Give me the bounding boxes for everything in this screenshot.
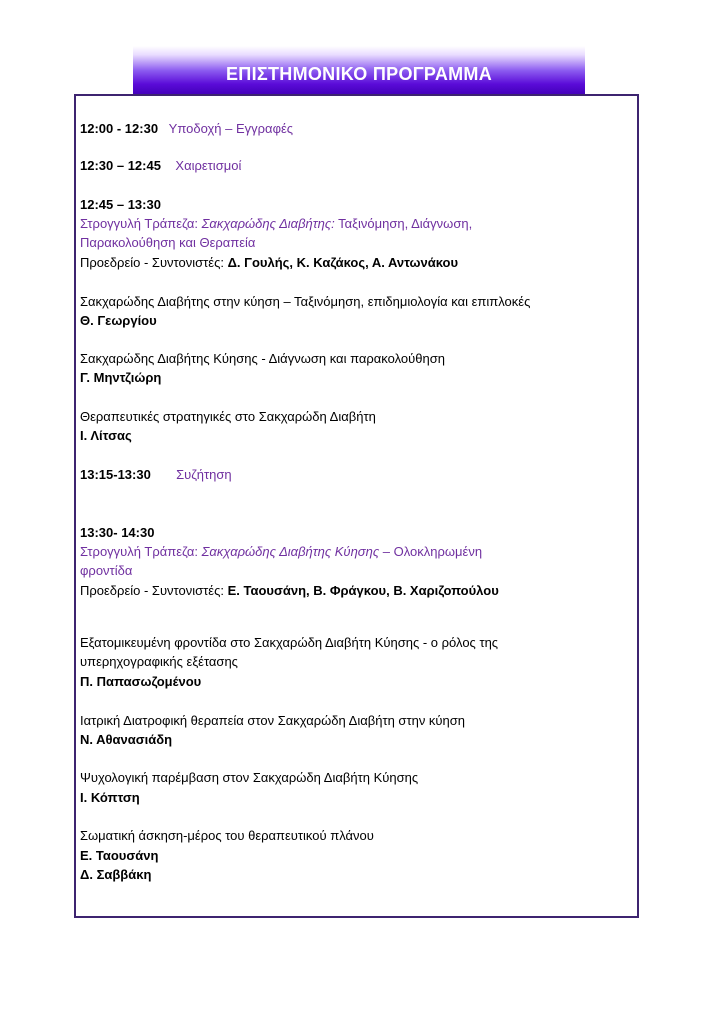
session-time: 13:30- 14:30 bbox=[80, 525, 155, 540]
talk-speaker: Ι. Λίτσας bbox=[80, 428, 132, 443]
roundtable-topic-line2: φροντίδα bbox=[80, 563, 133, 578]
chairs-line bbox=[80, 255, 458, 271]
session-time: 12:00 - 12:30 bbox=[80, 121, 159, 136]
talk-title: Ψυχολογική παρέμβαση στον Σακχαρώδη Διαβήτη Κύησης bbox=[80, 770, 419, 785]
chairs-line bbox=[80, 583, 499, 599]
talk-title-line2: υπερηχογραφικής εξέτασης bbox=[80, 654, 238, 669]
talk-speaker: Δ. Σαββάκη bbox=[80, 867, 152, 882]
page-title: ΕΠΙΣΤΗΜΟΝΙΚΟ ΠΡΟΓΡΑΜΜΑ bbox=[225, 64, 493, 84]
roundtable-topic-italic: Σακχαρώδης Διαβήτης: bbox=[201, 216, 335, 231]
roundtable-label: Στρογγυλή Τράπεζα: bbox=[80, 216, 202, 231]
talk-title: Σακχαρώδης Διαβήτης στην κύηση – Ταξινόμηση, επιδημιολογία και επιπλοκές bbox=[80, 294, 531, 309]
talk-speaker: Ε. Ταουσάνη bbox=[80, 848, 159, 863]
session-welcome bbox=[80, 121, 293, 137]
talk-title: Ιατρική Διατροφική θεραπεία στον Σακχαρώδη Διαβήτη στην κύηση bbox=[80, 713, 466, 728]
talk-speaker: Ν. Αθανασιάδη bbox=[80, 732, 173, 747]
talk-speaker: Ι. Κόπτση bbox=[80, 790, 140, 805]
talk-title: Θεραπευτικές στρατηγικές στο Σακχαρώδη Διαβήτη bbox=[80, 409, 376, 424]
session-time: 13:15-13:30 bbox=[80, 467, 151, 482]
session-time: 12:30 – 12:45 bbox=[80, 158, 161, 173]
chairs-names: Ε. Ταουσάνη, Β. Φράγκου, Β. Χαριζοπούλου bbox=[227, 583, 499, 598]
chairs-label: Προεδρείο - Συντονιστές: bbox=[80, 583, 228, 598]
roundtable-topic-rest: Ταξινόμηση, Διάγνωση, bbox=[334, 216, 473, 231]
session-title: Υποδοχή – Εγγραφές bbox=[168, 121, 294, 136]
roundtable-topic bbox=[80, 544, 482, 560]
session-time: 12:45 – 13:30 bbox=[80, 197, 161, 212]
session-title: Συζήτηση bbox=[176, 467, 232, 482]
chairs-names: Δ. Γουλής, Κ. Καζάκος, Α. Αντωνάκου bbox=[227, 255, 459, 270]
talk-title: Σακχαρώδης Διαβήτης Κύησης - Διάγνωση και παρακολούθηση bbox=[80, 351, 445, 366]
talk-title: Σωματική άσκηση-μέρος του θεραπευτικού πλάνου bbox=[80, 828, 374, 843]
session-discussion bbox=[80, 467, 232, 483]
roundtable-label: Στρογγυλή Τράπεζα: bbox=[80, 544, 202, 559]
roundtable-topic-rest: – Ολοκληρωμένη bbox=[379, 544, 483, 559]
roundtable-topic bbox=[80, 216, 472, 232]
session-greetings bbox=[80, 158, 241, 174]
title-banner bbox=[133, 46, 585, 95]
talk-speaker: Θ. Γεωργίου bbox=[80, 313, 157, 328]
roundtable-topic-italic: Σακχαρώδης Διαβήτης Κύησης bbox=[201, 544, 380, 559]
talk-speaker: Γ. Μηντζιώρη bbox=[80, 370, 162, 385]
chairs-label: Προεδρείο - Συντονιστές: bbox=[80, 255, 228, 270]
roundtable-topic-line2: Παρακολούθηση και Θεραπεία bbox=[80, 235, 256, 250]
talk-title: Εξατομικευμένη φροντίδα στο Σακχαρώδη Διαβήτη Κύησης - ο ρόλος της bbox=[80, 635, 499, 650]
session-title: Χαιρετισμοί bbox=[175, 158, 242, 173]
talk-speaker: Π. Παπασωζομένου bbox=[80, 674, 202, 689]
